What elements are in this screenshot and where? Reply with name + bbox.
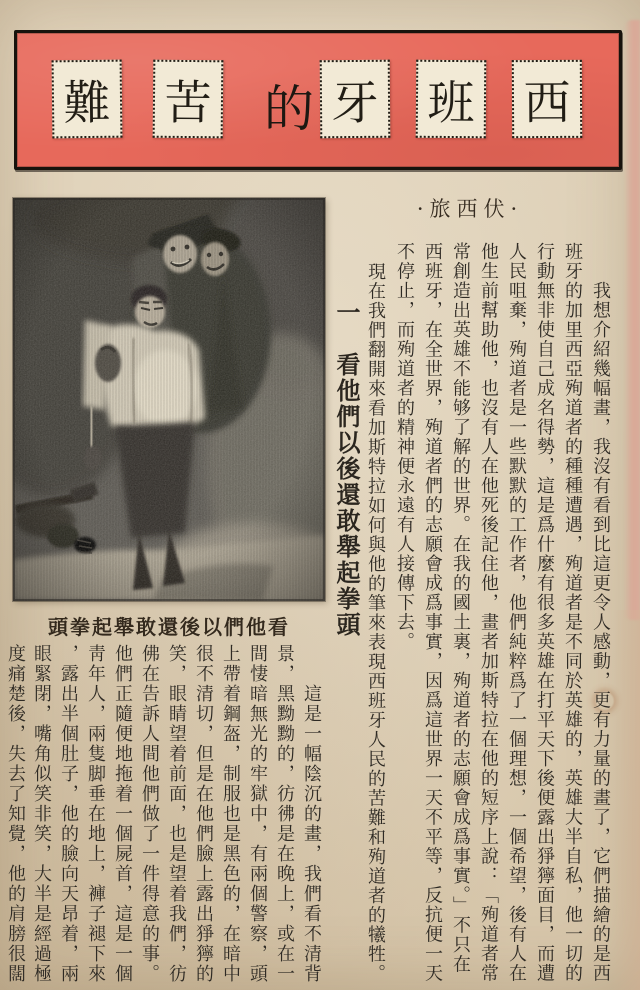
title-char: 牙 bbox=[331, 75, 379, 131]
article-column: 人民咀棄，殉道者是一些默默的工作者，他們純粹爲了一個理想，一個希望，後有人在 bbox=[506, 242, 527, 983]
article-column: 佛在告訴人間他們做了一件得意的事。 bbox=[139, 644, 160, 984]
article-column: 靑年人，兩隻脚垂在地上，褲子褪下來 bbox=[85, 644, 106, 984]
page-edge-shade bbox=[612, 610, 640, 990]
title-char: 班 bbox=[427, 75, 475, 131]
title-char-box bbox=[512, 60, 582, 138]
article-column: 行動無非使自己成名得勢，這是爲什麼有很多英雄在打平天下後便露出猙獰面目，而遭 bbox=[534, 242, 555, 983]
article-column: 間悽暗無光的牢獄中，有兩個警察，頭 bbox=[247, 644, 268, 984]
article-column: 眼緊閉，嘴角似笑非笑，大半是經過極 bbox=[31, 644, 52, 984]
illustration bbox=[13, 198, 325, 601]
illustration-caption: 頭拳起舉敢還後以們他看 bbox=[48, 615, 290, 639]
article-column: 他生前幫助他，也沒有人在他死後記住他，畫者加斯特拉在他的短序上說：「殉道者常 bbox=[478, 242, 499, 983]
title-char-box bbox=[153, 60, 224, 139]
article-column: 景，黑黝黝的，彷彿是在晚上，或在一 bbox=[274, 644, 295, 984]
byline: ·旅西伏· bbox=[416, 197, 524, 221]
page-edge-pink bbox=[624, 20, 640, 620]
article-column: ，露出半個肚子，他的臉向天昂着，兩 bbox=[58, 644, 79, 984]
title-char-unboxed: 的 bbox=[264, 80, 314, 138]
article-column: 他們正隨便地拖着一個屍首，這是一個 bbox=[112, 644, 133, 984]
title-char: 苦 bbox=[164, 75, 212, 131]
title-char: 難 bbox=[63, 75, 111, 131]
article-column: 不停止，而殉道者的精神便永遠有人接傳下去。 bbox=[394, 242, 415, 652]
article-column: 我想介紹幾幅畫，我沒有看到比這更令人感動，更有力量的畫了，它們描繪的是西 bbox=[590, 281, 611, 983]
title-char-box bbox=[52, 60, 123, 139]
article-column: 現在我們翻開來看加斯特拉如何與他的筆來表現西班牙人民的苦難和殉道者的犧牲。 bbox=[365, 262, 386, 984]
article-column: 班牙的加里西亞殉道者的種種遭遇，殉道者是不同於英雄的，英雄大半自私，他一切的 bbox=[562, 242, 583, 983]
article-column: 很不清切，但是在他們臉上露出猙獰的 bbox=[193, 644, 214, 984]
title-banner bbox=[14, 30, 622, 170]
article-column: 度痛楚後，失去了知覺，他的肩膀很闊 bbox=[5, 644, 26, 984]
title-char: 西 bbox=[523, 75, 571, 131]
article-column: 笑，眼睛望着前面，也是望着我們，彷 bbox=[166, 644, 187, 984]
article-column: 常創造出英雄不能够了解的世界。在我的國土裏，殉道者的志願會成爲事實。」不只在 bbox=[450, 242, 471, 974]
article-column: 西班牙，在全世界，殉道者們的志願會成爲事實，因爲這世界一天不平等，反抗便一天 bbox=[422, 242, 443, 983]
section-heading: 一 看他們以後還敢舉起拳頭 bbox=[332, 300, 361, 638]
article-column: 上帶着鋼盔，制服也是黑色的，在暗中 bbox=[220, 644, 241, 984]
title-char-box bbox=[416, 60, 487, 138]
title-char-box bbox=[320, 60, 391, 138]
article-column: 這是一幅陰沉的畫，我們看不清背 bbox=[301, 684, 322, 984]
